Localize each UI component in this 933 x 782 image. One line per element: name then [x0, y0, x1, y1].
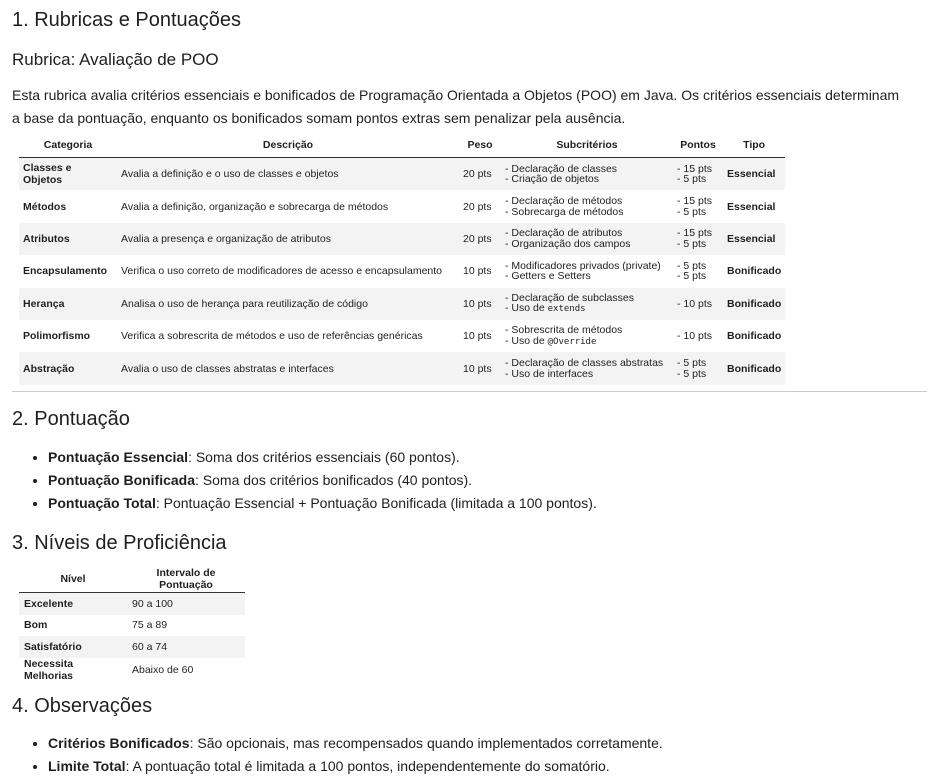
cell-pontos: [673, 288, 723, 320]
cell-descricao: Avalia a presença e organização de atributos: [117, 223, 459, 255]
sub-item: - Declaração de classes abstratas: [505, 357, 664, 370]
list-item: [48, 469, 933, 492]
cell-intervalo: Abaixo de 60: [132, 663, 194, 676]
sub-item: - Declaração de classes: [505, 162, 618, 175]
cell-tipo: Essencial: [723, 223, 785, 255]
pts-item: - 5 pts: [677, 357, 707, 370]
sub-item: - Organização dos campos: [505, 237, 631, 250]
cell-descricao: Verifica a sobrescrita de métodos e uso de referências genéricas: [121, 330, 423, 343]
cell-descricao: Verifica o uso correto de modificadores de acesso e encapsulamento: [121, 265, 443, 278]
intro-paragraph: [12, 84, 927, 129]
cell-subcriterios: [501, 288, 673, 320]
sub-item: - Sobrecarga de métodos: [505, 205, 624, 218]
cell-nivel: Necessita Melhorias: [24, 657, 74, 682]
sub-item: - Getters e Setters: [505, 270, 591, 283]
table-row: [19, 158, 785, 191]
cell-categoria: Métodos: [23, 200, 67, 213]
cell-peso: 10 pts: [463, 265, 492, 278]
cell-pontos: [673, 255, 723, 287]
sub-item: [505, 336, 669, 348]
code-keyword: @Override: [547, 336, 597, 347]
sub-item: - Declaração de subclasses: [505, 291, 634, 304]
cell-peso: 20 pts: [463, 200, 492, 213]
rubric-header-row: [19, 133, 785, 158]
pts-item: - 15 pts: [677, 227, 713, 240]
cell-pontos: [673, 158, 723, 191]
table-row: [19, 190, 785, 222]
cell-tipo: Essencial: [727, 200, 776, 213]
cell-categoria: Polimorfismo: [23, 330, 91, 343]
pts-item: - 5 pts: [677, 237, 707, 250]
cell-subcriterios: [501, 190, 673, 222]
cell-intervalo: 90 a 100: [127, 593, 245, 615]
col-header-categoria: Categoria: [19, 133, 117, 158]
list-item-label: Limite Total: [48, 758, 126, 774]
list-item-text: : Soma dos critérios bonificados (40 pontos).: [195, 472, 473, 488]
levels-table: [19, 566, 245, 682]
cell-categoria: Herança: [19, 288, 117, 320]
cell-tipo: Bonificado: [727, 330, 782, 343]
pontuacao-list: [12, 446, 933, 515]
list-item-label: Pontuação Total: [48, 495, 156, 511]
sub-item: [505, 303, 669, 315]
cell-descricao: Analisa o uso de herança para reutilização de código: [117, 288, 459, 320]
rubric-table: [19, 133, 785, 385]
sub-item: - Criação de objetos: [505, 173, 599, 186]
col-header-nivel: Nível: [19, 566, 127, 593]
cell-intervalo: 60 a 74: [127, 636, 245, 658]
cell-peso: 20 pts: [459, 158, 501, 191]
cell-peso: 10 pts: [459, 352, 501, 384]
cell-pontos: [673, 352, 723, 384]
section-divider: [12, 391, 927, 392]
table-row: [19, 658, 245, 682]
observacoes-list: [12, 732, 933, 778]
list-item-text: : A pontuação total é limitada a 100 pontos, independentemente do somatório.: [125, 758, 610, 774]
list-item: [48, 446, 933, 469]
list-item-label: Critérios Bonificados: [48, 735, 190, 751]
list-item-text: : Soma dos critérios essenciais (60 pontos).: [188, 449, 460, 465]
cell-descricao: Avalia a definição e o uso de classes e objetos: [117, 158, 459, 191]
cell-subcriterios: [501, 320, 673, 352]
intro-line-2: a base da pontuação, enquanto os bonificados somam pontos extras sem penalizar pela ausência.: [12, 109, 626, 126]
sub-item-prefix: - Uso de: [505, 334, 548, 347]
pts-item: - 5 pts: [677, 205, 707, 218]
cell-subcriterios: [501, 223, 673, 255]
cell-subcriterios: [501, 352, 673, 384]
section-3-title: 3. Níveis de Proficiência: [12, 532, 227, 554]
list-item-text: : Pontuação Essencial + Pontuação Bonificada (limitada a 100 pontos).: [155, 495, 597, 511]
cell-categoria: Atributos: [19, 223, 117, 255]
table-row: [19, 223, 785, 255]
list-item: [48, 492, 933, 515]
pts-item: - 5 pts: [677, 367, 707, 380]
sub-item: - Uso de interfaces: [505, 367, 594, 380]
list-item-text: : São opcionais, mas recompensados quando implementados corretamente.: [189, 735, 663, 751]
table-row: [19, 615, 245, 637]
pts-item: - 5 pts: [677, 173, 707, 186]
list-item: [48, 755, 933, 778]
cell-tipo: Bonificado: [723, 288, 785, 320]
list-item: [48, 732, 933, 755]
levels-header-row: [19, 566, 245, 593]
cell-peso: 10 pts: [463, 330, 492, 343]
cell-intervalo: 75 a 89: [132, 619, 168, 632]
cell-peso: 10 pts: [459, 288, 501, 320]
pts-item: - 5 pts: [677, 259, 707, 272]
section-4-title: 4. Observações: [12, 695, 153, 717]
pts-item: - 10 pts: [677, 297, 713, 310]
pts-item: - 15 pts: [677, 162, 713, 175]
col-header-subcriterios: Subcritérios: [501, 133, 673, 158]
sub-item: - Declaração de atributos: [505, 227, 623, 240]
cell-categoria: Abstração: [19, 352, 117, 384]
rubric-title: Rubrica: Avaliação de POO: [12, 50, 219, 69]
cell-pontos: [673, 320, 723, 352]
col-header-descricao: Descrição: [117, 133, 459, 158]
sub-item: - Declaração de métodos: [505, 195, 623, 208]
section-1-title: 1. Rubricas e Pontuações: [12, 9, 242, 31]
section-2-title: 2. Pontuação: [12, 408, 130, 430]
pts-item: - 15 pts: [677, 195, 713, 208]
pts-item: - 5 pts: [677, 270, 707, 283]
table-row: [19, 636, 245, 658]
cell-categoria: Classes e Objetos: [19, 158, 117, 191]
list-item-label: Pontuação Bonificada: [48, 472, 196, 488]
cell-pontos: [673, 223, 723, 255]
cell-tipo: Essencial: [723, 158, 785, 191]
cell-descricao: Avalia o uso de classes abstratas e interfaces: [117, 352, 459, 384]
table-row: [19, 352, 785, 384]
sub-item: - Modificadores privados (private): [505, 259, 661, 272]
cell-nivel: Satisfatório: [19, 636, 127, 658]
table-row: [19, 593, 245, 615]
table-row: [19, 320, 785, 352]
cell-tipo: Bonificado: [723, 352, 785, 384]
col-header-pontos: Pontos: [673, 133, 723, 158]
list-item-label: Pontuação Essencial: [48, 449, 189, 465]
cell-categoria: Encapsulamento: [23, 265, 108, 278]
cell-subcriterios: [501, 255, 673, 287]
sub-item: - Sobrescrita de métodos: [505, 324, 623, 337]
cell-tipo: Bonificado: [727, 265, 782, 278]
code-keyword: extends: [547, 304, 586, 315]
table-row: [19, 255, 785, 287]
sub-item-prefix: - Uso de: [505, 302, 548, 315]
cell-descricao: Avalia a definição, organização e sobrecarga de métodos: [121, 200, 389, 213]
cell-subcriterios: [501, 158, 673, 191]
pts-item: - 10 pts: [677, 329, 713, 342]
cell-peso: 20 pts: [459, 223, 501, 255]
cell-nivel: Excelente: [19, 593, 127, 615]
col-header-peso: Peso: [459, 133, 501, 158]
cell-pontos: [673, 190, 723, 222]
cell-nivel: Bom: [24, 619, 48, 632]
intro-line-1: Esta rubrica avalia critérios essenciais e bonificados de Programação Orientada a Objetos (POO) em Java. Os critérios essenciais determinam: [12, 87, 900, 103]
table-row: [19, 288, 785, 320]
col-header-tipo: Tipo: [723, 133, 785, 158]
col-header-intervalo: Intervalo de Pontuação: [127, 566, 245, 593]
